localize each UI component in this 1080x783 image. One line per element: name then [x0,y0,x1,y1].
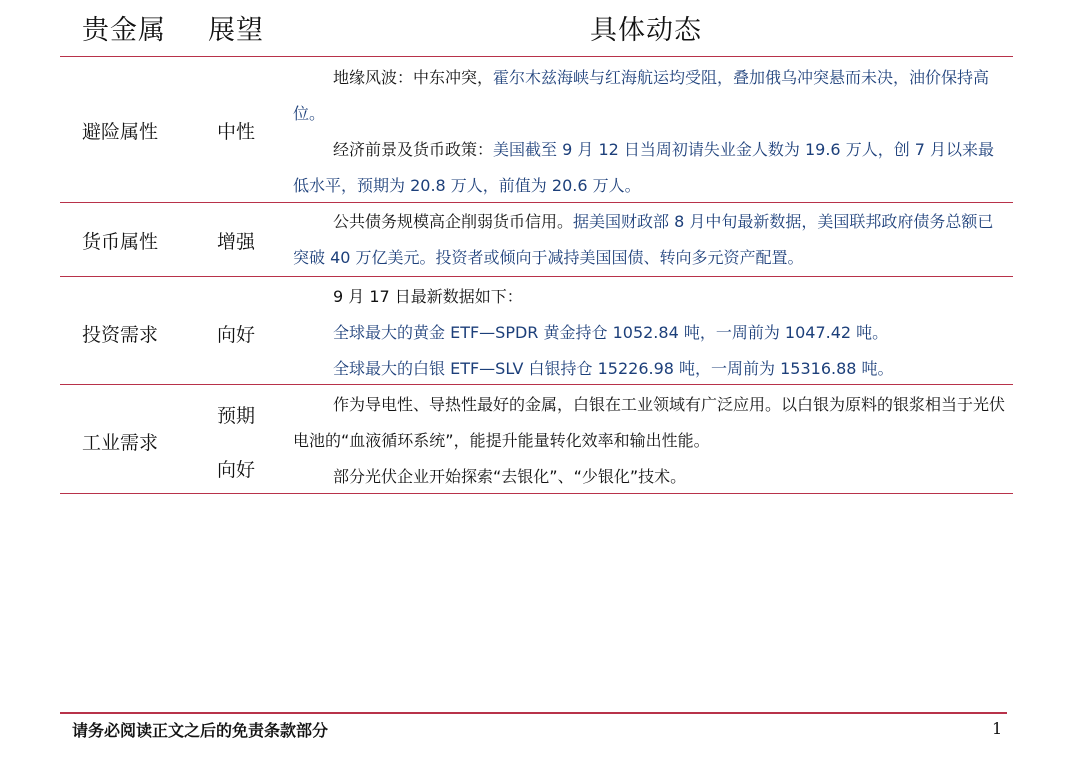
table-row-monetary [60,203,1013,277]
paragraph-body: 霍尔木兹海峡与红海航运均受阻，叠加俄乌冲突悬而未决，油价保持高位。 [293,68,990,123]
header-outlook: 展望 [208,15,264,46]
footer-divider [60,712,1007,714]
detail-paragraph [293,60,1005,132]
outlook-cell-line1: 预期 [217,405,256,427]
detail-cell [293,279,1005,387]
table-row-industrial [60,385,1013,494]
detail-cell [293,204,1005,276]
detail-paragraph [293,315,1005,351]
outlook-cell: 增强 [217,231,256,253]
paragraph-body: 据美国财政部 8 月中旬最新数据，美国联邦政府债务总额已突破 40 万亿美元。投资者或倾向于减持美国国债、转向多元资产配置。 [293,212,994,267]
paragraph-body: 美国截至 9 月 12 日当周初请失业金人数为 19.6 万人，创 7 月以来最低水平，预期为 20.8 万人，前值为 20.6 万人。 [293,140,995,195]
detail-paragraph: 部分光伏企业开始探索“去银化”、“少银化”技术。 [333,467,687,486]
paragraph-lead: 经济前景及货币政策： [333,140,494,159]
attribute-cell: 工业需求 [82,432,159,454]
detail-paragraph [293,279,1005,315]
outlook-cell: 中性 [217,121,256,143]
paragraph-lead: 公共债务规模高企削弱货币信用。 [333,212,574,231]
paragraph-body: 全球最大的白银 ETF—SLV 白银持仓 15226.98 吨，一周前为 15316.88 吨。 [333,359,894,378]
attribute-cell: 货币属性 [82,231,159,253]
outlook-cell: 向好 [217,324,256,346]
table-header [60,0,1013,57]
table-row-safe-haven [60,57,1013,203]
attribute-cell: 避险属性 [82,121,159,143]
detail-paragraph [293,204,1005,276]
page-number: 1 [992,719,1003,738]
attribute-cell: 投资需求 [82,324,159,346]
header-metal: 贵金属 [82,15,166,46]
header-detail: 具体动态 [590,15,702,46]
footer-disclaimer: 请务必阅读正文之后的免责条款部分 [72,721,329,740]
outlook-cell-line2: 向好 [217,459,256,481]
detail-cell [293,387,1005,495]
detail-paragraph [293,351,1005,387]
paragraph-body: 全球最大的黄金 ETF—SPDR 黄金持仓 1052.84 吨，一周前为 1047.42 吨。 [333,323,889,342]
table-row-investment [60,277,1013,385]
paragraph-lead: 9 月 17 日最新数据如下： [333,287,523,306]
detail-cell [293,60,1005,204]
detail-paragraph [293,132,1005,204]
paragraph-lead: 地缘风波：中东冲突， [333,68,494,87]
detail-paragraph: 作为导电性、导热性最好的金属，白银在工业领域有广泛应用。以白银为原料的银浆相当于光伏电池的“血液循环系统”，能提升能量转化效率和输出性能。 [293,395,1006,450]
